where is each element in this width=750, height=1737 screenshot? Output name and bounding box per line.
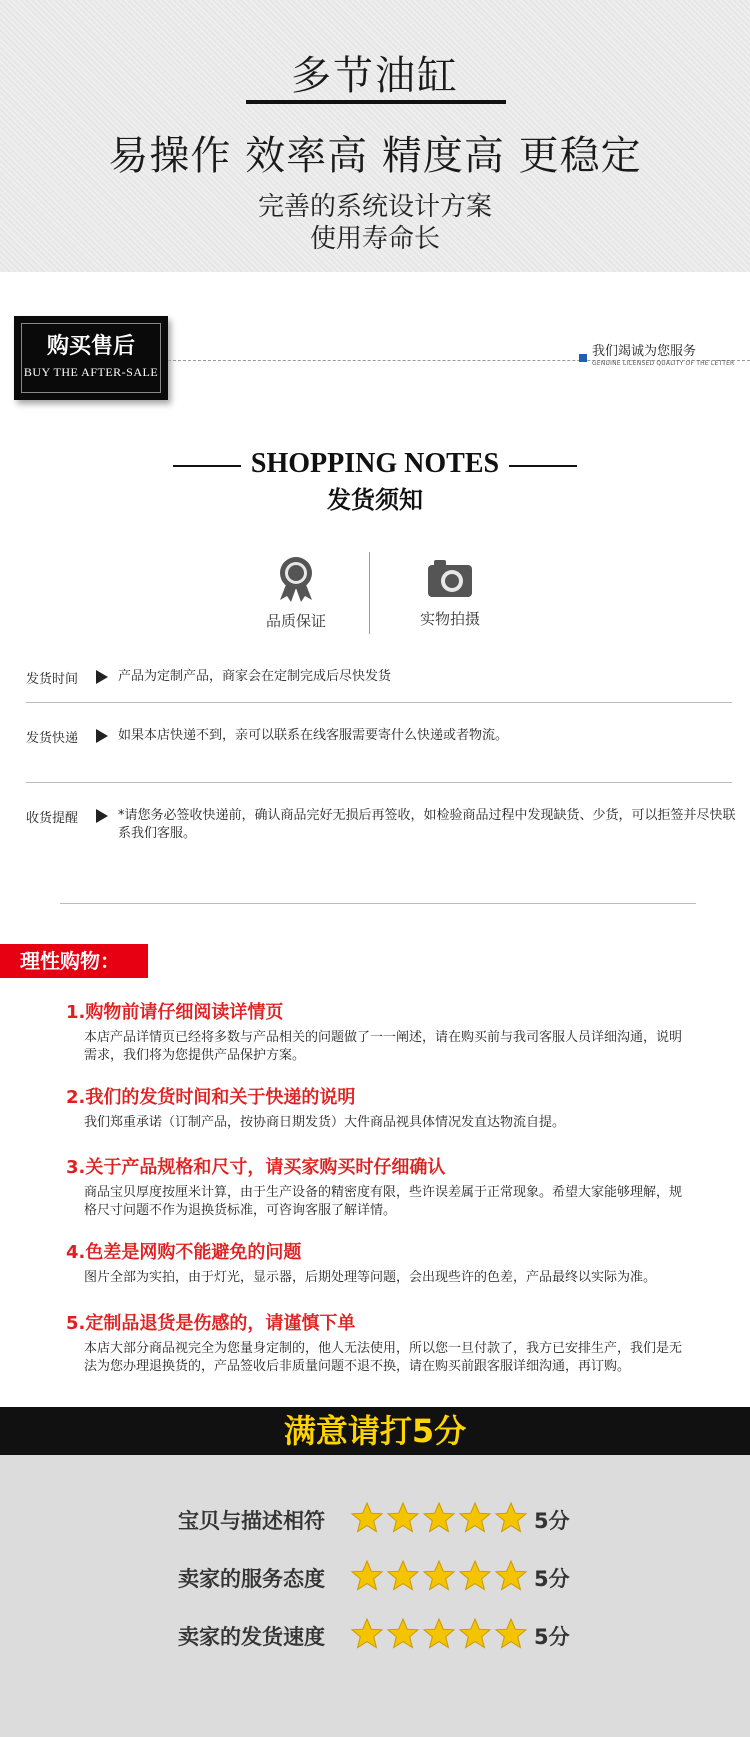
star-rating — [350, 1617, 530, 1651]
star-icon — [422, 1501, 456, 1535]
triangle-right-icon — [96, 809, 108, 823]
blue-square-icon — [579, 354, 587, 362]
rating-label: 卖家的服务态度 — [178, 1567, 325, 1591]
rating-score: 5分 — [534, 1567, 570, 1591]
rule-title: 5.定制品退货是伤感的，请谨慎下单 — [66, 1313, 356, 1334]
row-divider — [26, 702, 732, 703]
rating-label: 卖家的发货速度 — [178, 1625, 325, 1649]
feature-divider — [369, 552, 370, 634]
rating-score: 5分 — [534, 1625, 570, 1649]
rule-body: 图片全部为实拍，由于灯光，显示器，后期处理等问题，会出现些许的色差，产品最终以实际为准。 — [84, 1270, 657, 1285]
star-icon — [386, 1501, 420, 1535]
rule-body: 我们郑重承诺（订制产品，按协商日期发货）大件商品视具体情况发直达物流自提。 — [84, 1115, 566, 1130]
star-icon — [494, 1501, 528, 1535]
product-tagline-1: 完善的系统设计方案 — [257, 192, 492, 222]
row-divider — [26, 782, 732, 783]
product-title: 多节油缸 — [291, 53, 459, 99]
rating-label: 宝贝与描述相符 — [178, 1509, 325, 1533]
rating-row — [178, 1499, 598, 1539]
note-key: 发货快递 — [26, 731, 79, 746]
rating-row — [178, 1557, 598, 1597]
star-icon — [494, 1617, 528, 1651]
rule-title: 4.色差是网购不能避免的问题 — [66, 1242, 302, 1263]
feature-quality-label: 品质保证 — [265, 612, 326, 630]
award-ribbon-icon — [274, 556, 318, 602]
badge-title-cn: 购买售后 — [46, 334, 135, 359]
note-value: 产品为定制产品，商家会在定制完成后尽快发货 — [118, 669, 392, 684]
section-divider — [60, 903, 696, 904]
note-value: 如果本店快递不到，亲可以联系在线客服需要寄什么快递或者物流。 — [118, 728, 509, 743]
rational-shopping-tag: 理性购物： — [0, 944, 148, 978]
feature-quality — [236, 556, 356, 631]
star-icon — [458, 1617, 492, 1651]
camera-icon — [426, 556, 474, 600]
rule-body: 商品宝贝厚度按厘米计算，由于生产设备的精密度有限，些许误差属于正常现象。希望大家能够理解，规格尺寸问题不作为退换货标准，可咨询客服了解详情。 — [84, 1185, 683, 1218]
star-icon — [386, 1617, 420, 1651]
shipping-notice-title: 发货须知 — [327, 486, 423, 514]
service-slogan-en: GENUINE LICENSED QUALITY OF THE LETTER — [592, 360, 735, 367]
badge-title-en: BUY THE AFTER-SALE — [23, 365, 159, 379]
star-icon — [458, 1501, 492, 1535]
rating-banner-text: 满意请打5分 — [283, 1412, 467, 1450]
feature-real-photo-label: 实物拍摄 — [419, 610, 480, 628]
title-underline — [246, 100, 506, 104]
shopping-notes-title — [0, 448, 750, 480]
product-tagline-2: 使用寿命长 — [309, 224, 440, 254]
rule-body: 本店大部分商品视完全为您量身定制的，他人无法使用，所以您一旦付款了，我方已安排生产，我们是无法为您办理退换货的，产品签收后非质量问题不退不换，请在购买前跟客服详细沟通，再订购。 — [84, 1341, 683, 1374]
note-key: 发货时间 — [26, 672, 79, 687]
star-icon — [458, 1559, 492, 1593]
rule-title: 1.购物前请仔细阅读详情页 — [66, 1002, 284, 1023]
triangle-right-icon — [96, 670, 108, 684]
rating-row — [178, 1615, 598, 1655]
triangle-right-icon — [96, 729, 108, 743]
service-slogan-cn: 我们竭诚为您服务 — [592, 344, 697, 359]
note-value: *请您务必签收快递前，确认商品完好无损后再签收，如检验商品过程中发现缺货、少货，可以拒签并尽快联系我们客服。 — [118, 808, 736, 841]
star-rating — [350, 1501, 530, 1535]
star-icon — [494, 1559, 528, 1593]
rule-title: 2.我们的发货时间和关于快递的说明 — [66, 1087, 356, 1108]
star-icon — [350, 1501, 384, 1535]
rating-banner — [0, 1407, 750, 1455]
star-icon — [350, 1559, 384, 1593]
star-icon — [422, 1617, 456, 1651]
star-icon — [422, 1559, 456, 1593]
shopping-notes-title-text: SHOPPING NOTES — [250, 448, 500, 479]
after-sale-badge — [14, 316, 168, 400]
hero-banner — [0, 0, 750, 272]
feature-real-photo — [390, 556, 510, 629]
star-rating — [350, 1559, 530, 1593]
note-key: 收货提醒 — [26, 811, 79, 826]
product-subtitle: 易操作 效率高 精度高 更稳定 — [108, 133, 642, 179]
star-icon — [350, 1617, 384, 1651]
rule-title: 3.关于产品规格和尺寸，请买家购买时仔细确认 — [66, 1157, 446, 1178]
star-icon — [386, 1559, 420, 1593]
rule-body: 本店产品详情页已经将多数与产品相关的问题做了一一阐述，请在购买前与我司客服人员详细沟通，说明需求，我们将为您提供产品保护方案。 — [84, 1030, 683, 1063]
rating-score: 5分 — [534, 1509, 570, 1533]
